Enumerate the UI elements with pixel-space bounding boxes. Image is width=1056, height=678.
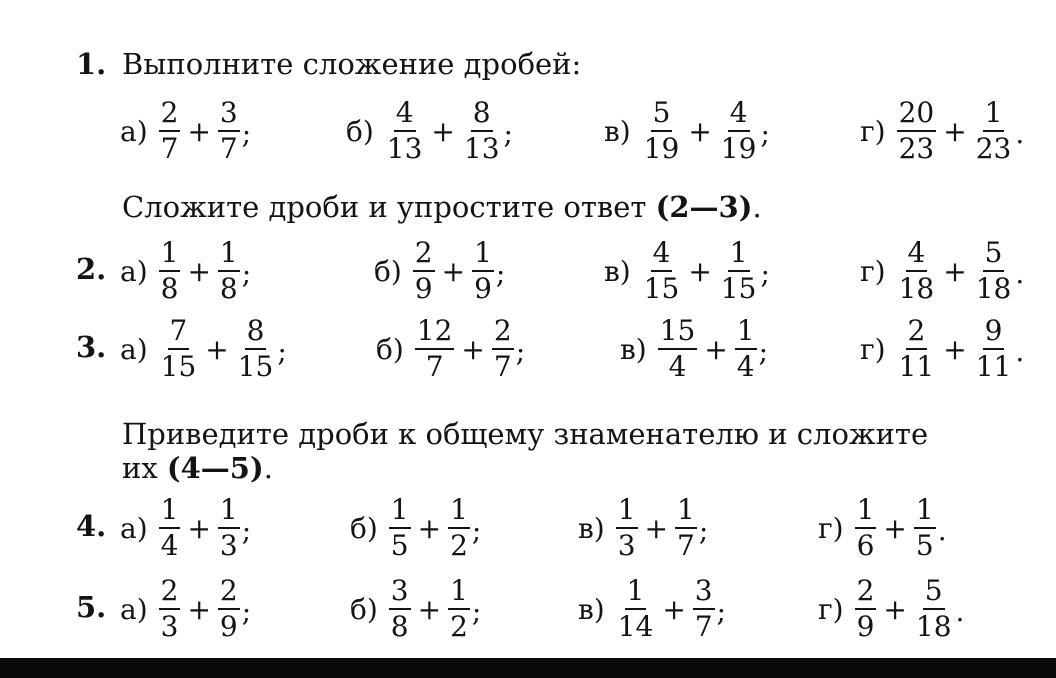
fraction-1: [896, 238, 938, 304]
plus-sign: +: [441, 254, 466, 288]
punctuation: ;: [503, 117, 513, 150]
numerator: 2: [159, 98, 181, 132]
item-letter: б): [350, 511, 378, 545]
denominator: 7: [160, 132, 179, 165]
exercise-5c: [578, 576, 726, 642]
denominator: 3: [160, 610, 179, 643]
fraction-2: [447, 495, 471, 561]
denominator: 2: [450, 529, 468, 562]
numerator: 1: [389, 495, 411, 529]
plus-sign: +: [461, 332, 485, 366]
bottom-black-bar: [0, 658, 1056, 678]
plus-sign: +: [883, 511, 907, 545]
denominator: 7: [425, 350, 444, 383]
fraction-2: [718, 98, 760, 164]
fraction-2: [217, 495, 241, 561]
punctuation: ;: [277, 335, 287, 368]
denominator: 5: [915, 529, 934, 562]
fraction-1: [854, 495, 878, 561]
exercise-4d: [818, 495, 947, 561]
numerator: 3: [389, 576, 411, 610]
exercise-3b: [376, 316, 525, 382]
plus-sign: +: [688, 254, 712, 288]
exercise-2b: [374, 238, 505, 304]
numerator: 5: [923, 576, 945, 610]
plus-sign: +: [883, 592, 907, 626]
instruction-text: их: [122, 451, 167, 485]
fraction-2: [217, 576, 241, 642]
fraction-1: [388, 495, 412, 561]
fraction-1: [896, 98, 938, 164]
denominator: 14: [617, 610, 654, 643]
fraction-1: [158, 316, 200, 382]
exercise-5d: [818, 576, 964, 642]
exercise-1a: [120, 98, 251, 164]
plus-sign: +: [187, 592, 211, 626]
denominator: 15: [160, 350, 197, 383]
punctuation: ;: [698, 514, 709, 547]
numerator: 1: [728, 238, 750, 272]
denominator: 19: [720, 132, 757, 165]
numerator: 5: [983, 238, 1005, 272]
plus-sign: +: [417, 511, 442, 545]
exercise-4a: [120, 495, 251, 561]
exercise-5b: [350, 576, 481, 642]
numerator: 2: [413, 238, 435, 272]
task-number: 3.: [76, 330, 107, 364]
plus-sign: +: [187, 114, 211, 148]
item-letter: б): [350, 592, 378, 626]
exercise-1b: [346, 98, 513, 164]
item-letter: а): [120, 332, 148, 366]
plus-sign: +: [205, 332, 229, 366]
exercise-2d: [860, 238, 1024, 304]
punctuation: .: [1015, 117, 1025, 150]
numerator: 4: [728, 98, 750, 132]
fraction-1: [158, 576, 182, 642]
denominator: 18: [975, 272, 1012, 305]
numerator: 1: [735, 316, 757, 350]
item-letter: г): [860, 254, 886, 288]
task-number: 4.: [76, 509, 107, 543]
fraction-2: [447, 576, 471, 642]
fraction-1: [657, 316, 699, 382]
numerator: 5: [651, 98, 673, 132]
numerator: 3: [693, 576, 715, 610]
fraction-2: [217, 238, 241, 304]
denominator: 4: [736, 350, 755, 383]
fraction-1: [641, 238, 683, 304]
denominator: 11: [975, 350, 1012, 383]
fraction-2: [217, 98, 241, 164]
numerator: 1: [218, 238, 240, 272]
denominator: 23: [975, 132, 1012, 165]
fraction-2: [235, 316, 277, 382]
item-letter: а): [120, 592, 148, 626]
plus-sign: +: [431, 114, 455, 148]
denominator: 15: [643, 272, 680, 305]
numerator: 8: [245, 316, 267, 350]
denominator: 18: [898, 272, 935, 305]
punctuation: ;: [471, 595, 482, 628]
punctuation: .: [1015, 257, 1025, 290]
plus-sign: +: [644, 511, 668, 545]
denominator: 9: [474, 272, 492, 305]
item-letter: в): [604, 114, 631, 148]
denominator: 5: [390, 529, 409, 562]
denominator: 15: [720, 272, 757, 305]
punctuation: ;: [716, 595, 727, 628]
punctuation: .: [937, 514, 947, 547]
item-letter: г): [860, 114, 886, 148]
denominator: 15: [237, 350, 274, 383]
fraction-1: [388, 576, 412, 642]
numerator: 1: [159, 495, 181, 529]
instruction-end: .: [263, 451, 273, 485]
item-letter: г): [860, 332, 886, 366]
item-letter: а): [120, 114, 148, 148]
numerator: 1: [616, 495, 638, 529]
denominator: 19: [643, 132, 680, 165]
denominator: 4: [160, 529, 179, 562]
task-1-instruction: Выполните сложение дробей:: [122, 47, 582, 81]
tasks-4-5-instruction-cont: [122, 450, 273, 486]
numerator: 4: [651, 238, 673, 272]
exercise-2c: [604, 238, 770, 304]
fraction-1: [384, 98, 426, 164]
task-range: (4—5): [166, 451, 264, 485]
denominator: 8: [390, 610, 409, 643]
exercise-4c: [578, 495, 708, 561]
item-letter: а): [120, 511, 148, 545]
exercise-2a: [120, 238, 251, 304]
plus-sign: +: [704, 332, 728, 366]
task-number: 5.: [76, 590, 107, 624]
denominator: 9: [414, 272, 433, 305]
item-letter: а): [120, 254, 148, 288]
fraction-1: [641, 98, 683, 164]
item-letter: б): [346, 114, 374, 148]
fraction-1: [854, 576, 878, 642]
fraction-2: [913, 576, 955, 642]
numerator: 1: [625, 576, 647, 610]
denominator: 8: [219, 272, 238, 305]
numerator: 1: [159, 238, 181, 272]
numerator: 1: [448, 495, 470, 529]
fraction-2: [734, 316, 758, 382]
punctuation: ;: [241, 595, 252, 628]
plus-sign: +: [688, 114, 712, 148]
fraction-2: [491, 316, 515, 382]
numerator: 1: [983, 98, 1005, 132]
denominator: 7: [219, 132, 238, 165]
denominator: 7: [493, 350, 512, 383]
exercise-1c: [604, 98, 770, 164]
numerator: 8: [471, 98, 493, 132]
numerator: 1: [675, 495, 697, 529]
fraction-2: [471, 238, 495, 304]
punctuation: ;: [241, 257, 252, 290]
item-letter: б): [376, 332, 404, 366]
fraction-2: [973, 316, 1015, 382]
denominator: 23: [898, 132, 935, 165]
punctuation: ;: [241, 514, 252, 547]
plus-sign: +: [943, 332, 967, 366]
fraction-2: [674, 495, 698, 561]
denominator: 11: [898, 350, 935, 383]
denominator: 4: [668, 350, 687, 383]
fraction-1: [412, 238, 436, 304]
numerator: 2: [855, 576, 877, 610]
item-letter: в): [578, 511, 605, 545]
numerator: 9: [983, 316, 1005, 350]
punctuation: ;: [241, 117, 252, 150]
numerator: 2: [218, 576, 240, 610]
instruction-end: .: [752, 190, 762, 224]
fraction-1: [158, 495, 182, 561]
punctuation: ;: [760, 117, 770, 150]
denominator: 2: [450, 610, 468, 643]
task-1-number: 1.: [76, 47, 107, 81]
numerator: 3: [218, 98, 240, 132]
plus-sign: +: [943, 114, 967, 148]
numerator: 2: [492, 316, 514, 350]
item-letter: г): [818, 511, 844, 545]
punctuation: ;: [760, 257, 770, 290]
punctuation: .: [955, 595, 965, 628]
punctuation: .: [1015, 335, 1025, 368]
denominator: 6: [856, 529, 875, 562]
numerator: 1: [914, 495, 936, 529]
plus-sign: +: [417, 592, 442, 626]
fraction-1: [414, 316, 456, 382]
exercise-1d: [860, 98, 1024, 164]
fraction-2: [973, 98, 1015, 164]
instruction-text: Сложите дроби и упростите ответ: [122, 190, 656, 224]
punctuation: ;: [471, 514, 482, 547]
numerator: 2: [906, 316, 928, 350]
fraction-2: [692, 576, 716, 642]
denominator: 13: [463, 132, 500, 165]
fraction-2: [461, 98, 503, 164]
denominator: 7: [676, 529, 695, 562]
numerator: 1: [855, 495, 877, 529]
exercise-3a: [120, 316, 287, 382]
exercise-4b: [350, 495, 481, 561]
fraction-1: [896, 316, 938, 382]
denominator: 7: [694, 610, 713, 643]
fraction-1: [615, 495, 639, 561]
task-range: (2—3): [655, 190, 753, 224]
exercise-3d: [860, 316, 1024, 382]
plus-sign: +: [943, 254, 967, 288]
denominator: 9: [856, 610, 875, 643]
plus-sign: +: [187, 511, 211, 545]
numerator: 7: [168, 316, 190, 350]
tasks-4-5-instruction: Приведите дроби к общему знаменателю и сложите: [122, 417, 929, 451]
numerator: 2: [159, 576, 181, 610]
denominator: 18: [915, 610, 952, 643]
numerator: 1: [448, 576, 470, 610]
numerator: 20: [897, 98, 937, 132]
numerator: 1: [472, 238, 494, 272]
denominator: 8: [160, 272, 179, 305]
numerator: 12: [415, 316, 455, 350]
fraction-1: [158, 238, 182, 304]
denominator: 13: [386, 132, 423, 165]
numerator: 15: [658, 316, 698, 350]
denominator: 9: [219, 610, 238, 643]
item-letter: г): [818, 592, 844, 626]
numerator: 1: [218, 495, 240, 529]
item-letter: б): [374, 254, 402, 288]
tasks-2-3-instruction: [122, 189, 762, 225]
fraction-2: [973, 238, 1015, 304]
punctuation: ;: [495, 257, 506, 290]
item-letter: в): [604, 254, 631, 288]
punctuation: ;: [758, 335, 769, 368]
denominator: 3: [219, 529, 238, 562]
numerator: 4: [394, 98, 416, 132]
fraction-2: [718, 238, 760, 304]
item-letter: в): [620, 332, 647, 366]
numerator: 4: [906, 238, 928, 272]
fraction-1: [158, 98, 182, 164]
task-number: 2.: [76, 252, 107, 286]
plus-sign: +: [187, 254, 211, 288]
fraction-2: [913, 495, 937, 561]
fraction-1: [615, 576, 657, 642]
exercise-3c: [620, 316, 768, 382]
punctuation: ;: [515, 335, 526, 368]
exercise-5a: [120, 576, 251, 642]
item-letter: в): [578, 592, 605, 626]
plus-sign: +: [662, 592, 686, 626]
denominator: 3: [617, 529, 636, 562]
